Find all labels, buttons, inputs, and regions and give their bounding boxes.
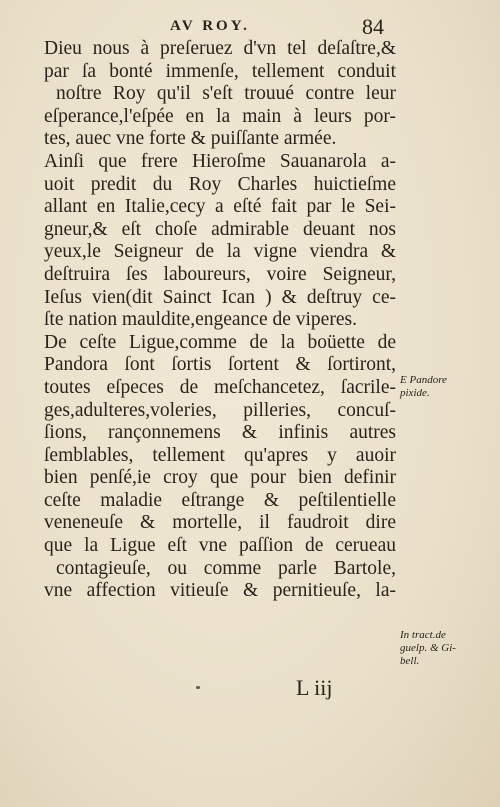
text-line: toutes eſpeces de meſchancetez, ſacrile- (44, 376, 396, 398)
text-line: deſtruira ſes laboureurs, voire Seigneur, (44, 263, 396, 285)
text-line: que la Ligue eſt vne paſſion de cerueau (44, 535, 396, 557)
text-line: uoit predit du Roy Charles huictieſme (44, 173, 396, 195)
margin-note-bartole (400, 629, 496, 668)
text-line: ceſte maladie eſtrange & peſtilentielle (44, 489, 396, 511)
margin-note-line: guelp. & Gi- (400, 642, 456, 654)
text-line: De ceſte Ligue,comme de la boüette de (44, 331, 396, 353)
margin-note-line: E Pandore (400, 374, 447, 386)
margin-note-pandora (400, 374, 496, 400)
margin-note-line: bell. (400, 655, 420, 667)
margin-note-line: pixide. (400, 387, 430, 399)
running-head: AV ROY. (170, 18, 250, 34)
text-line: gneur,& eſt choſe admirable deuant nos (44, 218, 396, 240)
signature-mark: L iij (296, 675, 333, 700)
text-line: Ainſi que frere Hieroſme Sauanarola a- (44, 150, 396, 172)
text-line: noſtre Roy qu'il s'eſt trouué contre leur (56, 83, 396, 105)
text-line: allant en Italie,cecy a eſté fait par le Sei- (44, 196, 396, 218)
text-line: veneneuſe & mortelle, il faudroit dire (44, 512, 396, 534)
text-line: contagieuſe, ou comme parle Bartole, (56, 557, 396, 579)
text-line: Ieſus vien(dit Sainct Ican ) & deſtruy ce- (44, 286, 396, 308)
text-line: ſemblables, tellement qu'apres y auoir (44, 444, 396, 466)
text-line: tes, auec vne forte & puiſſante armée. (44, 128, 337, 150)
text-line: eſperance,l'eſpée en la main à leurs por- (44, 105, 396, 127)
ink-smudge (196, 686, 200, 689)
page-header (40, 14, 400, 40)
text-line: vne affection vitieuſe & pernitieuſe, la- (44, 580, 396, 602)
body-text (44, 38, 396, 603)
text-line: Dieu nous à preſeruez d'vn tel deſaſtre,& (44, 38, 396, 59)
text-line: yeux,le Seigneur de la vigne viendra & (44, 241, 396, 263)
text-line: Pandora ſont ſortis ſortent & ſortiront, (44, 354, 396, 376)
page-number: 84 (362, 14, 384, 39)
text-line: ſte nation mauldite,engeance de viperes. (44, 309, 357, 331)
text-line: par ſa bonté immenſe, tellement conduit (44, 60, 396, 82)
margin-note-line: In tract.de (400, 629, 446, 641)
text-line: ſions, rançonnemens & infinis autres (44, 422, 396, 444)
text-line: ges,adulteres,voleries, pilleries, concuſ- (44, 399, 396, 421)
text-line: bien penſé,ie croy que pour bien definir (44, 467, 396, 489)
